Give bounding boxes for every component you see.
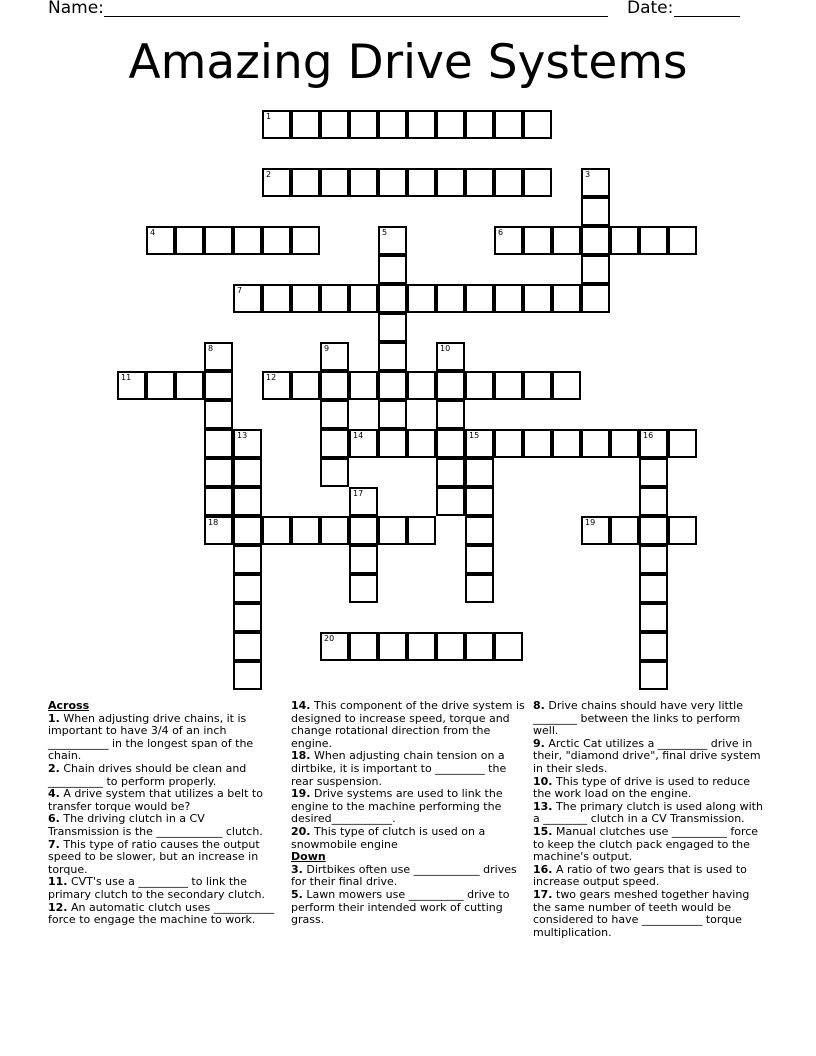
grid-cell[interactable] xyxy=(378,313,407,342)
clue-item xyxy=(533,801,763,826)
grid-cell[interactable] xyxy=(233,429,262,458)
grid-cell[interactable] xyxy=(378,226,407,255)
grid-cell[interactable] xyxy=(233,284,262,313)
grid-cell[interactable] xyxy=(262,110,291,139)
clue-number: 15 xyxy=(469,431,480,440)
grid-cell[interactable] xyxy=(378,255,407,284)
clue-text: This component of the drive system is designed to increase speed, torque and change rotational direction from the engine. xyxy=(291,699,525,750)
grid-cell[interactable] xyxy=(465,487,494,516)
clue-item xyxy=(533,864,763,889)
grid-cell[interactable] xyxy=(320,632,349,661)
clue-item xyxy=(291,864,525,889)
grid-cell[interactable] xyxy=(465,545,494,574)
clue-num: 10. xyxy=(533,774,553,788)
clue-item xyxy=(48,763,276,788)
clue-text: Lawn mowers use __________ drive to perform their intended work of cutting grass. xyxy=(291,887,510,927)
grid-cell[interactable] xyxy=(581,168,610,197)
clue-number: 18 xyxy=(208,518,219,527)
clue-num: 9. xyxy=(533,736,545,750)
name-label: Name: xyxy=(48,0,104,18)
clue-item xyxy=(291,700,525,750)
grid-cell[interactable] xyxy=(349,632,378,661)
grid-cell[interactable] xyxy=(349,574,378,603)
grid-cell[interactable] xyxy=(581,516,610,545)
clues-column-1 xyxy=(48,700,276,927)
clue-item xyxy=(533,700,763,738)
grid-cell[interactable] xyxy=(639,661,668,690)
grid-cell[interactable] xyxy=(436,168,465,197)
clue-text: A ratio of two gears that is used to increase output speed. xyxy=(533,862,747,889)
grid-cell[interactable] xyxy=(233,574,262,603)
clue-item xyxy=(48,813,276,838)
grid-cell[interactable] xyxy=(204,429,233,458)
clue-number: 3 xyxy=(585,170,591,179)
grid-cell[interactable] xyxy=(523,371,552,400)
clue-item xyxy=(533,826,763,864)
grid-cell[interactable] xyxy=(233,487,262,516)
grid-cell[interactable] xyxy=(494,168,523,197)
grid-cell[interactable] xyxy=(407,516,436,545)
clue-item xyxy=(533,889,763,939)
clue-num: 6. xyxy=(48,812,60,826)
grid-cell[interactable] xyxy=(320,371,349,400)
grid-cell[interactable] xyxy=(465,574,494,603)
clue-item xyxy=(48,713,276,763)
clue-number: 9 xyxy=(324,344,330,353)
grid-cell[interactable] xyxy=(378,632,407,661)
grid-cell[interactable] xyxy=(552,429,581,458)
grid-cell[interactable] xyxy=(581,197,610,226)
grid-cell[interactable] xyxy=(436,342,465,371)
clue-text: This type of drive is used to reduce the work load on the engine. xyxy=(533,774,751,801)
grid-cell[interactable] xyxy=(436,429,465,458)
grid-cell[interactable] xyxy=(407,168,436,197)
grid-cell[interactable] xyxy=(320,284,349,313)
grid-cell[interactable] xyxy=(146,371,175,400)
grid-cell[interactable] xyxy=(610,429,639,458)
clue-text: Drive chains should have very little ________ between the links to perform well. xyxy=(533,699,743,738)
grid-cell[interactable] xyxy=(320,342,349,371)
grid-cell[interactable] xyxy=(494,226,523,255)
grid-cell[interactable] xyxy=(523,168,552,197)
page-title: Amazing Drive Systems xyxy=(128,35,688,90)
grid-cell[interactable] xyxy=(407,429,436,458)
grid-cell[interactable] xyxy=(639,429,668,458)
clue-text: The primary clutch is used along with a ________ clutch in a CV Transmission. xyxy=(533,799,763,826)
clue-number: 14 xyxy=(353,431,364,440)
clue-text: A drive system that utilizes a belt to transfer torque would be? xyxy=(48,787,263,813)
grid-cell[interactable] xyxy=(494,632,523,661)
clue-item xyxy=(291,750,525,788)
grid-cell[interactable] xyxy=(233,661,262,690)
grid-cell[interactable] xyxy=(378,400,407,429)
grid-cell[interactable] xyxy=(146,226,175,255)
grid-cell[interactable] xyxy=(378,168,407,197)
grid-cell[interactable] xyxy=(523,429,552,458)
grid-cell[interactable] xyxy=(233,632,262,661)
grid-cell[interactable] xyxy=(465,429,494,458)
clue-text: Drive systems are used to link the engine to the machine performing the desired___________. xyxy=(291,787,503,826)
clues-column-2 xyxy=(291,700,525,927)
grid-cell[interactable] xyxy=(349,110,378,139)
grid-cell[interactable] xyxy=(639,545,668,574)
clue-text: Chain drives should be clean and __________ to perform properly. xyxy=(48,761,247,788)
grid-cell[interactable] xyxy=(465,371,494,400)
grid-cell[interactable] xyxy=(552,371,581,400)
grid-cell[interactable] xyxy=(262,371,291,400)
grid-cell[interactable] xyxy=(204,487,233,516)
clue-num: 5. xyxy=(291,887,303,901)
grid-cell[interactable] xyxy=(262,168,291,197)
grid-cell[interactable] xyxy=(349,284,378,313)
clue-number: 4 xyxy=(150,228,156,237)
grid-cell[interactable] xyxy=(291,516,320,545)
across-heading: Across xyxy=(48,699,90,712)
clue-num: 8. xyxy=(533,699,545,712)
clue-number: 2 xyxy=(266,170,272,179)
grid-cell[interactable] xyxy=(668,516,697,545)
clue-num: 4. xyxy=(48,787,60,801)
grid-cell[interactable] xyxy=(436,400,465,429)
grid-cell[interactable] xyxy=(465,110,494,139)
clues-column-3 xyxy=(533,700,763,939)
clue-number: 6 xyxy=(498,228,504,237)
grid-cell[interactable] xyxy=(233,226,262,255)
grid-cell[interactable] xyxy=(465,516,494,545)
grid-cell[interactable] xyxy=(436,371,465,400)
grid-cell[interactable] xyxy=(349,545,378,574)
grid-cell[interactable] xyxy=(610,516,639,545)
grid-cell[interactable] xyxy=(436,458,465,487)
clue-text: When adjusting drive chains, it is important to have 3/4 of an inch ___________ in the longest span of the chain. xyxy=(48,711,254,763)
grid-cell[interactable] xyxy=(204,400,233,429)
clue-number: 19 xyxy=(585,518,596,527)
date-label: Date: xyxy=(627,0,674,18)
grid-cell[interactable] xyxy=(639,516,668,545)
grid-cell[interactable] xyxy=(349,487,378,516)
clue-text: Arctic Cat utilizes a _________ drive in their, "diamond drive", final drive system in their sleds. xyxy=(533,736,761,775)
grid-cell[interactable] xyxy=(204,516,233,545)
clue-text: When adjusting chain tension on a dirtbike, it is important to _________ the rear suspension. xyxy=(291,749,507,788)
grid-cell[interactable] xyxy=(378,284,407,313)
grid-cell[interactable] xyxy=(494,429,523,458)
grid-cell[interactable] xyxy=(291,168,320,197)
clue-number: 7 xyxy=(237,286,243,295)
clue-number: 8 xyxy=(208,344,214,353)
grid-cell[interactable] xyxy=(668,429,697,458)
grid-cell[interactable] xyxy=(407,284,436,313)
clue-num: 11. xyxy=(48,875,68,889)
clue-item xyxy=(533,776,763,801)
clue-num: 19. xyxy=(291,787,311,801)
grid-cell[interactable] xyxy=(494,284,523,313)
grid-cell[interactable] xyxy=(465,632,494,661)
clue-number: 5 xyxy=(382,228,388,237)
grid-cell[interactable] xyxy=(523,226,552,255)
grid-cell[interactable] xyxy=(175,371,204,400)
down-heading: Down xyxy=(291,850,326,864)
grid-cell[interactable] xyxy=(494,371,523,400)
grid-cell[interactable] xyxy=(349,516,378,545)
grid-cell[interactable] xyxy=(320,168,349,197)
clue-number: 17 xyxy=(353,489,364,498)
grid-cell[interactable] xyxy=(291,284,320,313)
grid-cell[interactable] xyxy=(639,632,668,661)
grid-cell[interactable] xyxy=(581,429,610,458)
grid-cell[interactable] xyxy=(233,516,262,545)
clue-number: 13 xyxy=(237,431,248,440)
grid-cell[interactable] xyxy=(204,458,233,487)
clue-text: An automatic clutch uses ___________ force to engage the machine to work. xyxy=(48,900,275,927)
grid-cell[interactable] xyxy=(639,226,668,255)
clue-num: 18. xyxy=(291,749,311,763)
grid-cell[interactable] xyxy=(378,371,407,400)
clue-item xyxy=(533,738,763,776)
grid-cell[interactable] xyxy=(581,284,610,313)
clue-num: 3. xyxy=(291,862,303,876)
grid-cell[interactable] xyxy=(204,342,233,371)
grid-cell[interactable] xyxy=(465,458,494,487)
grid-cell[interactable] xyxy=(378,429,407,458)
grid-cell[interactable] xyxy=(291,371,320,400)
grid-cell[interactable] xyxy=(204,226,233,255)
grid-cell[interactable] xyxy=(436,284,465,313)
clue-num: 16. xyxy=(533,862,553,876)
clue-num: 14. xyxy=(291,699,311,712)
grid-cell[interactable] xyxy=(349,371,378,400)
grid-cell[interactable] xyxy=(117,371,146,400)
clue-number: 16 xyxy=(643,431,654,440)
clue-num: 20. xyxy=(291,824,311,838)
clue-number: 1 xyxy=(266,112,272,121)
grid-cell[interactable] xyxy=(436,110,465,139)
clue-text: This type of clutch is used on a snowmobile engine xyxy=(291,824,486,851)
grid-cell[interactable] xyxy=(552,226,581,255)
clue-item xyxy=(48,902,276,927)
grid-cell[interactable] xyxy=(378,516,407,545)
grid-cell[interactable] xyxy=(436,632,465,661)
grid-cell[interactable] xyxy=(465,168,494,197)
clue-num: 2. xyxy=(48,761,60,775)
clue-item xyxy=(48,876,276,901)
grid-cell[interactable] xyxy=(552,284,581,313)
grid-cell[interactable] xyxy=(523,110,552,139)
grid-cell[interactable] xyxy=(639,487,668,516)
clue-text: two gears meshed together having the same number of teeth would be considered to have ___________ torque multiplication. xyxy=(533,887,750,939)
grid-cell[interactable] xyxy=(349,168,378,197)
clue-num: 12. xyxy=(48,900,68,914)
grid-cell[interactable] xyxy=(320,400,349,429)
clue-text: Manual clutches use __________ force to keep the clutch pack engaged to the machine's output. xyxy=(533,824,759,864)
clue-number: 11 xyxy=(121,373,132,382)
grid-cell[interactable] xyxy=(320,516,349,545)
clue-item xyxy=(48,839,276,877)
clue-item xyxy=(291,826,525,851)
grid-cell[interactable] xyxy=(581,255,610,284)
grid-cell[interactable] xyxy=(494,110,523,139)
grid-cell[interactable] xyxy=(262,226,291,255)
clue-num: 13. xyxy=(533,799,553,813)
clue-num: 1. xyxy=(48,711,60,725)
clue-item xyxy=(291,889,525,927)
clue-number: 10 xyxy=(440,344,451,353)
grid-cell[interactable] xyxy=(349,429,378,458)
grid-cell[interactable] xyxy=(581,226,610,255)
grid-cell[interactable] xyxy=(233,545,262,574)
grid-cell[interactable] xyxy=(407,371,436,400)
clue-number: 20 xyxy=(324,634,335,643)
grid-cell[interactable] xyxy=(378,342,407,371)
grid-cell[interactable] xyxy=(639,574,668,603)
grid-cell[interactable] xyxy=(320,429,349,458)
clue-num: 7. xyxy=(48,837,60,851)
grid-cell[interactable] xyxy=(610,226,639,255)
grid-cell[interactable] xyxy=(291,110,320,139)
clue-item xyxy=(291,788,525,826)
grid-cell[interactable] xyxy=(233,458,262,487)
grid-cell[interactable] xyxy=(262,284,291,313)
grid-cell[interactable] xyxy=(639,603,668,632)
grid-cell[interactable] xyxy=(668,226,697,255)
grid-cell[interactable] xyxy=(233,603,262,632)
clue-item xyxy=(48,788,276,813)
grid-cell[interactable] xyxy=(639,458,668,487)
clue-text: The driving clutch in a CV Transmission is the ____________ clutch. xyxy=(48,812,263,838)
grid-cell[interactable] xyxy=(523,284,552,313)
grid-cell[interactable] xyxy=(291,226,320,255)
grid-cell[interactable] xyxy=(407,632,436,661)
grid-cell[interactable] xyxy=(436,487,465,516)
clue-num: 15. xyxy=(533,824,553,838)
clue-number: 12 xyxy=(266,373,277,382)
grid-cell[interactable] xyxy=(378,110,407,139)
grid-cell[interactable] xyxy=(465,284,494,313)
grid-cell[interactable] xyxy=(320,110,349,139)
clue-text: This type of ratio causes the output speed to be slower, but an increase in torque. xyxy=(48,837,260,876)
clue-num: 17. xyxy=(533,887,553,901)
grid-cell[interactable] xyxy=(407,110,436,139)
grid-cell[interactable] xyxy=(262,516,291,545)
grid-cell[interactable] xyxy=(204,371,233,400)
grid-cell[interactable] xyxy=(320,458,349,487)
grid-cell[interactable] xyxy=(175,226,204,255)
clue-text: Dirtbikes often use ____________ drives for their final drive. xyxy=(291,862,517,889)
clue-text: CVT's use a _________ to link the primary clutch to the secondary clutch. xyxy=(48,875,265,901)
